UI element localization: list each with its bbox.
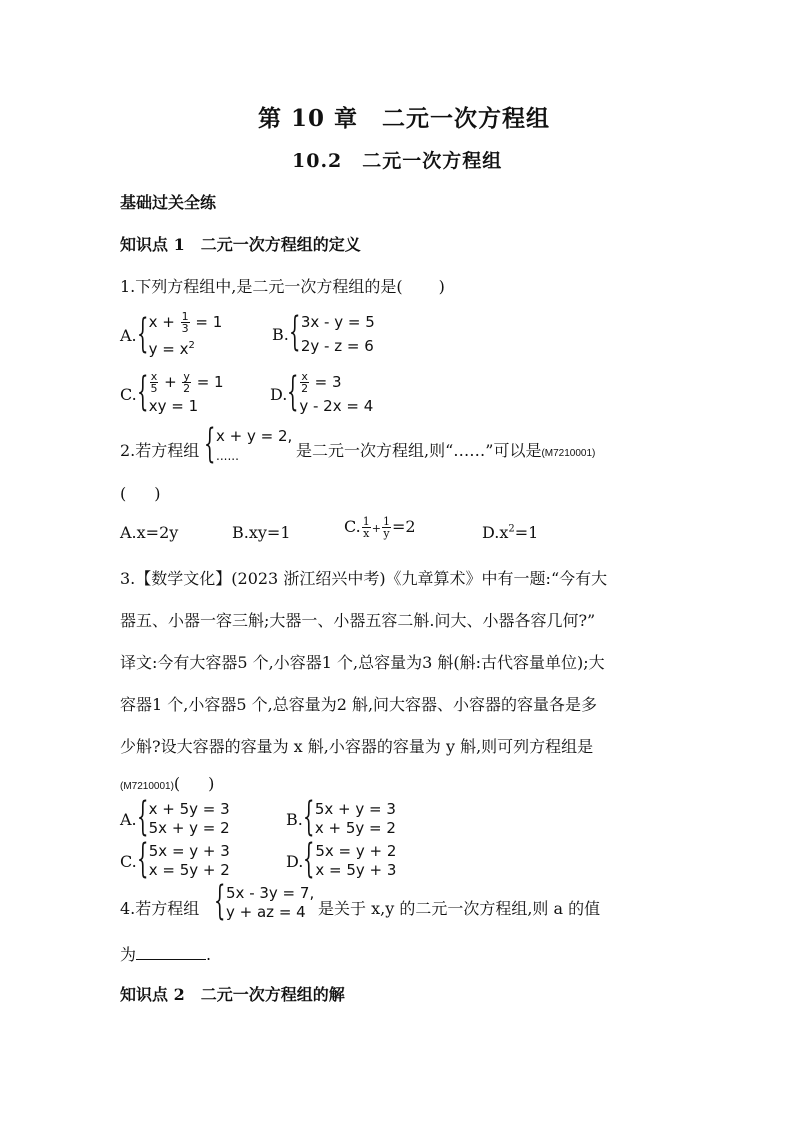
q2-stem-end-text: 是二元一次方程组,则“……”可以是	[296, 441, 542, 460]
q3-c-eq2: x = 5y + 2	[148, 861, 230, 879]
q1-b-label: B.	[272, 324, 289, 344]
q1-d-eq2: y - 2x = 4	[299, 397, 374, 415]
q3-c-eq1: 5x = y + 3	[148, 842, 230, 860]
q3-option-c[interactable]	[120, 836, 230, 882]
section-title: 10.2 二元一次方程组	[292, 150, 503, 172]
q1-b-brace: {	[288, 309, 301, 355]
q4-stem-end: 是关于 x,y 的二元一次方程组,则 a 的值	[318, 899, 601, 918]
q2-eq1: x + y = 2,	[216, 427, 293, 445]
q3-a-eq2: 5x + y = 2	[148, 819, 230, 837]
question-1-stem	[120, 274, 445, 297]
q1-a-label: A.	[120, 326, 137, 345]
q2-option-a[interactable]: A.x=2y	[120, 523, 179, 542]
q2-eq2: ......	[216, 449, 239, 463]
q2-answer-paren: ( )	[120, 484, 161, 503]
q3-d-label: D.	[286, 851, 304, 871]
q4-eq1: 5x - 3y = 7,	[226, 884, 315, 902]
q1-c-eq1: $\frac{x}{5}$ + $\frac{y}{2}$ = 1	[150, 370, 224, 395]
q1-option-c[interactable]	[120, 370, 224, 418]
q3-a-eq1: x + 5y = 3	[148, 800, 230, 818]
q1-option-d[interactable]	[270, 370, 373, 418]
q1-d-brace: {	[287, 369, 299, 415]
q3-a-label: A.	[120, 809, 137, 829]
q3-d-eq2: x = 5y + 3	[315, 861, 397, 879]
q1-d-label: D.	[270, 384, 288, 404]
q4-answer-line: 为 .	[120, 945, 212, 964]
q2-option-b[interactable]: B.xy=1	[232, 523, 291, 542]
q2-stem-start: 2.若方程组	[120, 441, 200, 460]
q4-eq2: y + az = 4	[226, 903, 306, 921]
q4-stem-start: 4.若方程组	[120, 899, 200, 918]
q1-option-b[interactable]	[272, 310, 375, 358]
q1-close-paren: )	[438, 277, 445, 296]
q1-c-eq2: xy = 1	[148, 397, 199, 415]
q1-c-brace: {	[136, 369, 149, 415]
knowledge-point-2-heading: 知识点 2 二元一次方程组的解	[120, 985, 345, 1004]
q3-line-4: 容器1 个,小容器5 个,总容量为2 斛,问大容器、小容器的容量各是多	[120, 695, 598, 714]
chapter-title: 第 10 章 二元一次方程组	[258, 105, 551, 132]
q3-b-brace: {	[302, 794, 315, 840]
q3-code: (M7210001)	[120, 781, 174, 792]
q3-b-eq2: x + 5y = 2	[314, 819, 396, 837]
q2-stem-end	[296, 438, 595, 461]
q3-d-brace: {	[303, 836, 315, 882]
q1-option-a[interactable]	[120, 310, 222, 361]
q1-b-eq2: 2y - z = 6	[300, 337, 374, 355]
q3-option-b[interactable]	[286, 794, 396, 840]
q3-option-a[interactable]	[120, 794, 230, 840]
q2-code: (M7210001)	[541, 448, 596, 459]
q3-b-eq1: 5x + y = 3	[314, 800, 396, 818]
q3-answer-line: (M7210001)( )	[120, 774, 215, 793]
q1-b-eq1: 3x - y = 5	[300, 313, 375, 331]
q4-answer-blank[interactable]	[136, 945, 206, 960]
q3-b-label: B.	[286, 809, 303, 829]
q3-option-d[interactable]	[286, 836, 397, 882]
q1-a-eq2: $y = x^2$	[148, 340, 195, 358]
q4-brace: {	[214, 878, 226, 924]
q3-line-2: 器五、小器一容三斛;大器一、小器五容二斛.问大、小器各容几何?”	[120, 611, 596, 630]
q1-a-brace: {	[136, 310, 149, 357]
q2-brace: {	[204, 421, 216, 467]
q1-stem-text: 1.下列方程组中,是二元一次方程组的是(	[120, 277, 403, 296]
q3-line-5: 少斛?设大容器的容量为 x 斛,小容器的容量为 y 斛,则可列方程组是	[120, 737, 594, 756]
q3-d-eq1: 5x = y + 2	[315, 842, 397, 860]
q2-system	[204, 421, 293, 467]
q4-system	[214, 878, 315, 924]
q1-a-eq1: x + $\frac{1}{3}$ = 1	[148, 310, 223, 335]
q3-a-brace: {	[136, 794, 149, 840]
q3-c-brace: {	[136, 836, 149, 882]
knowledge-point-1-heading: 知识点 1 二元一次方程组的定义	[120, 235, 361, 254]
q3-c-label: C.	[120, 851, 137, 871]
q3-line-1: 3.【数学文化】(2023 浙江绍兴中考)《九章算术》中有一题:“今有大	[120, 569, 608, 588]
q2-option-c[interactable]: C. $\frac{1}{x}$ + $\frac{1}{y}$ =2	[344, 515, 416, 540]
q2-option-d[interactable]: $D.x^2=1$	[482, 523, 539, 542]
q1-c-label: C.	[120, 384, 137, 404]
q1-d-eq1: $\frac{x}{2}$ = 3	[301, 370, 342, 395]
q3-line-3: 译文:今有大容器5 个,小容器1 个,总容量为3 斛(斛:古代容量单位);大	[120, 653, 605, 672]
practice-heading: 基础过关全练	[120, 193, 217, 212]
